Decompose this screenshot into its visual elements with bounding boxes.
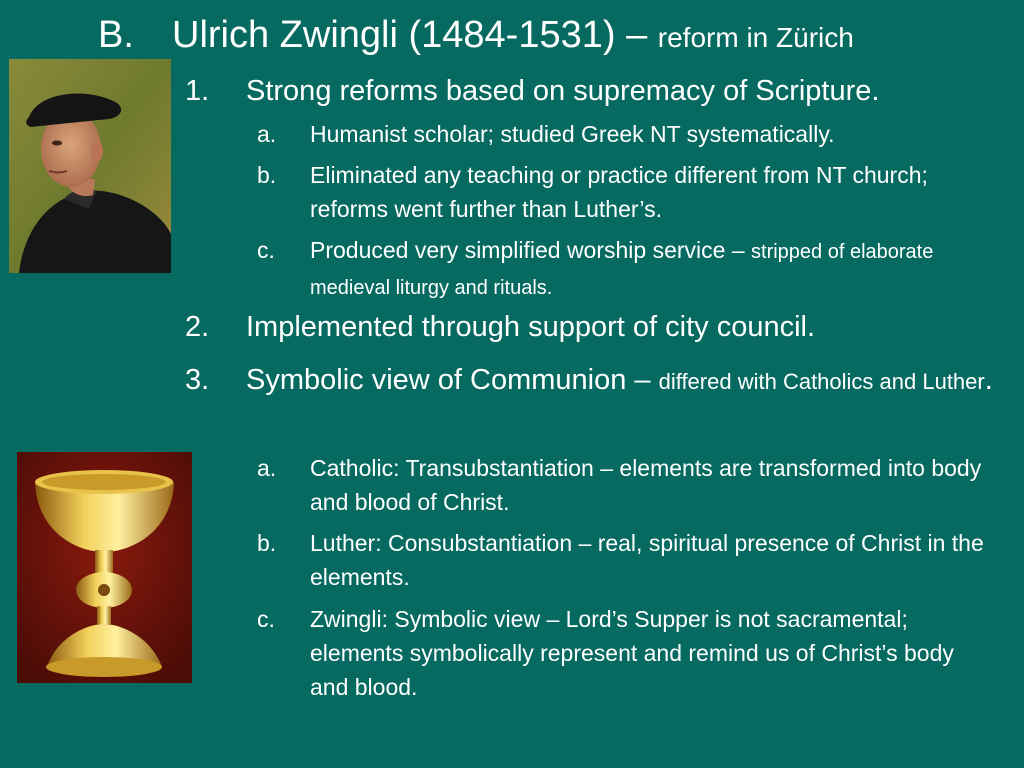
subpoint-letter: b. (257, 530, 277, 556)
title-marker: B. (98, 14, 134, 56)
title-subtitle: reform in Zürich (657, 22, 854, 53)
point-end: . (984, 364, 993, 396)
subpoint-text: Humanist scholar; studied Greek NT systematically. (310, 121, 835, 147)
subpoint-detail: stripped of elaborate medieval liturgy and rituals. (310, 241, 934, 299)
subpoint-text (310, 233, 997, 305)
point-detail: differed with Catholics and Luther (658, 369, 985, 394)
zwingli-portrait-image (9, 59, 171, 273)
subpoint-text: Luther: Consubstantiation – real, spiritual presence of Christ in the elements. (310, 530, 984, 590)
point-text (246, 358, 1005, 404)
point-2 (185, 309, 1015, 345)
subpoint-3c (257, 602, 997, 704)
point-main: Symbolic view of Communion – (246, 364, 659, 396)
subpoint-text: Zwingli: Symbolic view – Lord’s Supper is not sacramental; elements symbolically represent and remind us of Christ’s body and blood. (310, 606, 954, 700)
communion-chalice-image (17, 452, 192, 683)
point-3 (185, 358, 1015, 404)
subpoint-3a (257, 451, 997, 519)
title-main: Ulrich Zwingli (1484-1531) – (172, 14, 658, 56)
subpoint-letter: a. (257, 121, 277, 147)
subpoint-1b (257, 158, 997, 226)
subpoint-text: Catholic: Transubstantiation – elements are transformed into body and blood of Christ. (310, 455, 982, 515)
point-number: 3. (185, 364, 210, 396)
slide-title (98, 12, 854, 61)
subpoint-3b (257, 526, 997, 594)
subpoint-text: Eliminated any teaching or practice different from NT church; reforms went further than Luther’s. (310, 162, 928, 222)
subpoint-1c (257, 233, 997, 305)
subpoint-1a (257, 117, 997, 151)
point-text: Strong reforms based on supremacy of Scripture. (246, 75, 880, 107)
subpoint-letter: a. (257, 455, 277, 481)
subpoint-main: Produced very simplified worship service – (310, 237, 752, 263)
point-1 (185, 73, 1015, 109)
point-number: 2. (185, 311, 210, 343)
subpoint-letter: b. (257, 162, 277, 188)
subpoint-letter: c. (257, 237, 275, 263)
subpoint-letter: c. (257, 606, 275, 632)
point-number: 1. (185, 75, 210, 107)
point-text: Implemented through support of city council. (246, 311, 816, 343)
